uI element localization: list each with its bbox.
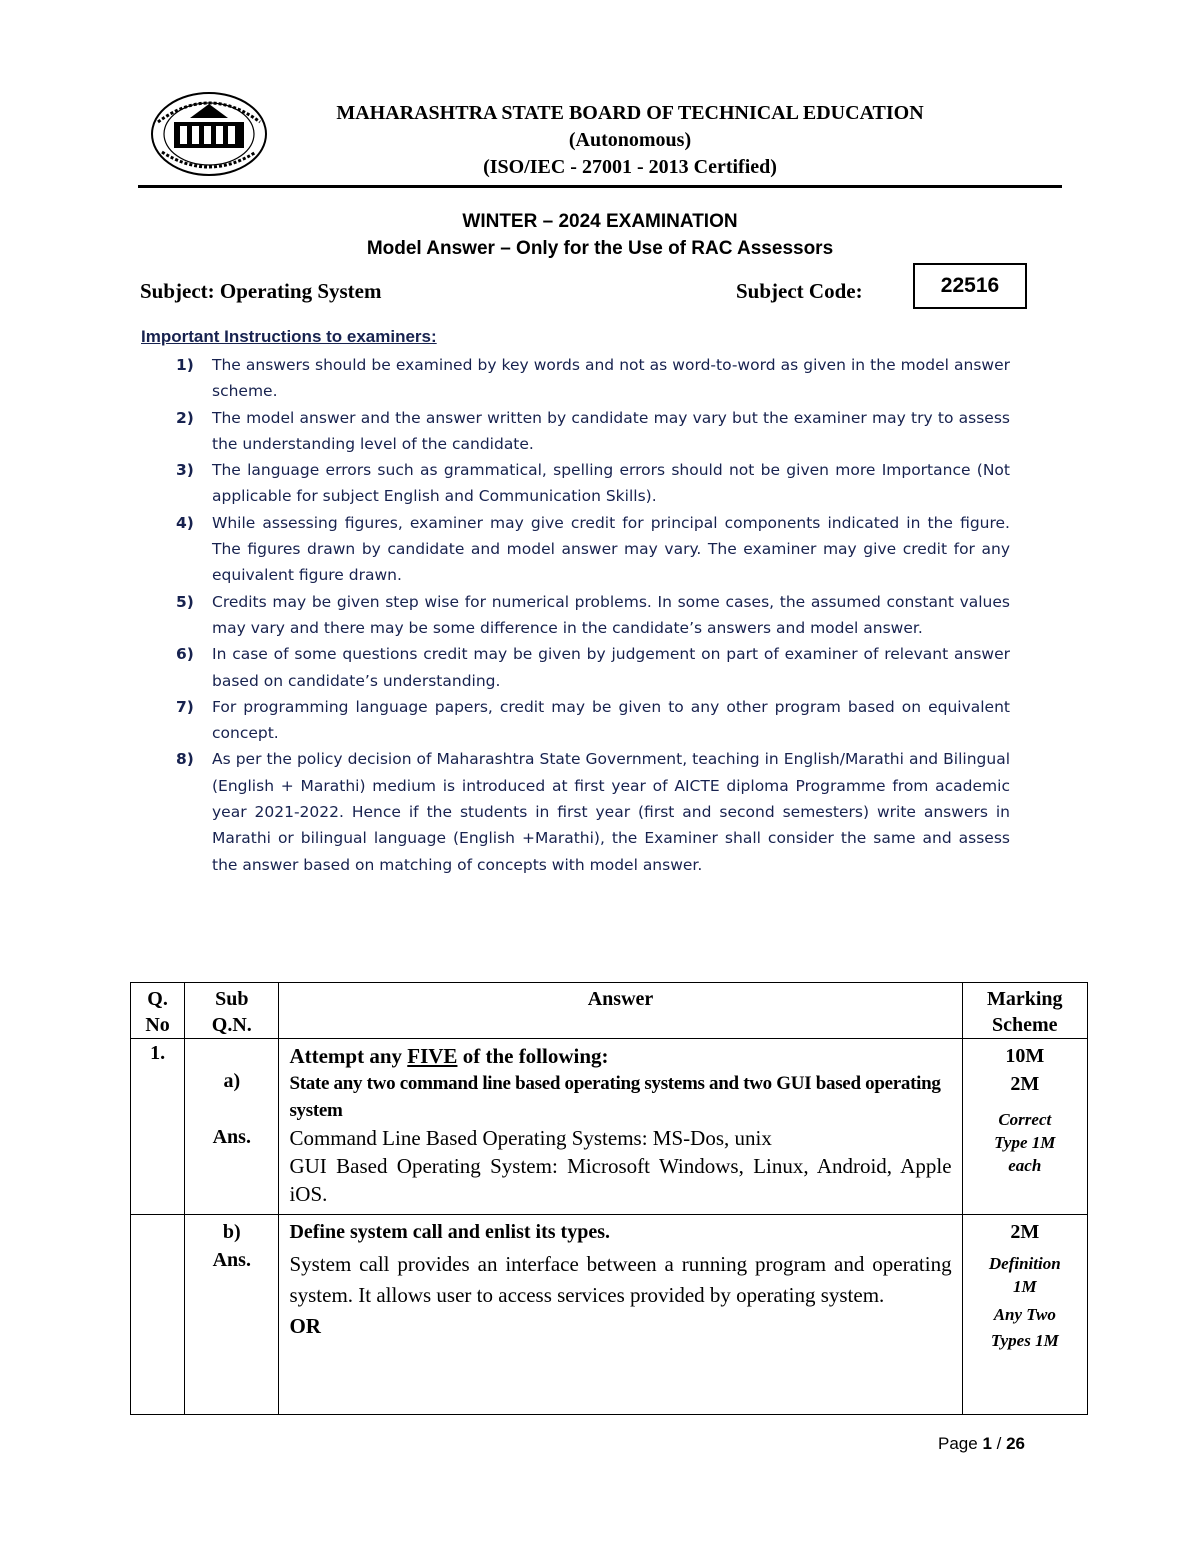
instruction-item	[140, 405, 1010, 458]
question-marks: 2M	[1010, 1221, 1040, 1243]
header-subqn	[185, 983, 279, 1039]
ans-label: Ans.	[212, 1126, 251, 1148]
instruction-text: The answers should be examined by key words and not as word-to-word as given in the model answer scheme.	[212, 356, 1010, 401]
answer-table	[130, 982, 1088, 1415]
instruction-number: 3)	[176, 461, 194, 480]
instruction-text: The language errors such as grammatical, spelling errors should not be given more Importance (Not applicable for subject English and Communication Skills).	[212, 461, 1010, 506]
answer-text: System call provides an interface between a running program and operating system. It allows user to access services provided by operating system.	[289, 1252, 952, 1307]
page-current: 1	[982, 1434, 992, 1453]
certification-label: (ISO/IEC - 27001 - 2013 Certified)	[483, 156, 777, 178]
question-marks: 2M	[1010, 1073, 1040, 1095]
question-text: Define system call and enlist its types.	[289, 1221, 610, 1243]
question-instruction	[289, 1042, 951, 1070]
instructions-title: Important Instructions to examiners:	[141, 327, 437, 346]
table-row	[131, 1215, 1088, 1415]
instruction-text: The model answer and the answer written by candidate may vary but the examiner may try to assess the understanding level of the candidate.	[212, 408, 1010, 453]
marking-scheme-text: Definition 1M	[988, 1254, 1061, 1296]
or-separator: OR	[289, 1314, 321, 1338]
instruction-item	[140, 589, 1010, 642]
header-mark-line1: Marking	[987, 988, 1063, 1010]
header-qno	[131, 983, 185, 1039]
marks-cell	[962, 1039, 1087, 1215]
marking-scheme-text: Correct Type 1M each	[994, 1110, 1056, 1175]
exam-subtitle: Model Answer – Only for the Use of RAC Assessors	[366, 238, 834, 259]
instruction-number: 1)	[176, 356, 194, 374]
question-number: 1.	[131, 1039, 185, 1215]
instruction-text: Credits may be given step wise for numerical problems. In some cases, the assumed constant values may vary and there may be some difference in the candidate’s answers and model answer.	[212, 592, 1010, 637]
header-qno-line1: Q.	[147, 988, 168, 1010]
subquestion-cell	[185, 1039, 279, 1215]
page-number	[938, 1434, 1025, 1454]
instruction-text: In case of some questions credit may be given by judgement on part of examiner of relevant answer based on candidate’s understanding.	[212, 645, 1010, 690]
header-mark-line2: Scheme	[992, 1014, 1058, 1036]
subquestion-label: b)	[222, 1221, 241, 1243]
instruction-number: 2)	[176, 408, 194, 427]
autonomous-label: (Autonomous)	[568, 129, 692, 151]
answer-line: GUI Based Operating System: Microsoft Windows, Linux, Android, Apple iOS.	[289, 1154, 952, 1206]
board-name: MAHARASHTRA STATE BOARD OF TECHNICAL EDUCATION	[336, 102, 924, 124]
instruction-number: 7)	[176, 697, 194, 716]
instruction-item	[140, 352, 1010, 405]
board-header	[270, 100, 990, 181]
answer-cell	[279, 1215, 962, 1415]
instruction-pre: Attempt any	[289, 1044, 408, 1068]
total-marks: 10M	[1005, 1045, 1045, 1067]
marking-scheme-text: Any Two Types 1M	[990, 1305, 1059, 1350]
instruction-number: 8)	[176, 750, 194, 769]
question-number-empty	[131, 1215, 185, 1415]
marks-cell	[962, 1215, 1087, 1415]
instruction-item	[140, 641, 1010, 694]
instruction-item	[140, 694, 1010, 747]
instruction-keyword: FIVE	[407, 1044, 458, 1068]
header-marking-scheme	[962, 983, 1087, 1039]
page-label: Page	[938, 1434, 983, 1453]
header-qno-line2: No	[145, 1014, 170, 1036]
subquestion-label: a)	[223, 1070, 241, 1092]
answer-line: Command Line Based Operating Systems: MS-Dos, unix	[289, 1126, 772, 1150]
exam-heading	[0, 208, 1200, 262]
subject-code-label: Subject Code:	[736, 279, 863, 303]
instruction-number: 6)	[176, 645, 194, 664]
instruction-number: 4)	[176, 513, 194, 532]
header-divider	[138, 185, 1062, 188]
instruction-text: While assessing figures, examiner may give credit for principal components indicated in the figure. The figures drawn by candidate and model answer may vary. The examiner may give credit for any equivalent figure drawn.	[212, 513, 1010, 585]
instruction-item	[140, 457, 1010, 510]
instruction-number: 5)	[176, 592, 194, 611]
page-separator: /	[991, 1434, 1007, 1453]
page-total: 26	[1006, 1434, 1025, 1453]
question-text: State any two command line based operating systems and two GUI based operating system	[289, 1073, 941, 1121]
instruction-post: of the following:	[457, 1044, 609, 1068]
instruction-item	[140, 746, 1010, 877]
answer-cell	[279, 1039, 962, 1215]
table-header-row	[131, 983, 1088, 1039]
msbte-logo	[150, 92, 268, 176]
subject-code-box: 22516	[913, 263, 1027, 309]
instructions-list	[140, 352, 1010, 878]
header-sub-line2: Q.N.	[211, 1014, 252, 1036]
subject-name: Subject: Operating System	[140, 279, 382, 303]
table-row	[131, 1039, 1088, 1215]
exam-title: WINTER – 2024 EXAMINATION	[462, 211, 738, 232]
instruction-text: For programming language papers, credit may be given to any other program based on equivalent concept.	[212, 697, 1010, 743]
ans-label: Ans.	[212, 1249, 251, 1271]
header-sub-line1: Sub	[215, 988, 249, 1010]
header-answer: Answer	[279, 983, 962, 1039]
subquestion-cell	[185, 1215, 279, 1415]
instruction-item	[140, 510, 1010, 589]
instruction-text: As per the policy decision of Maharashtra State Government, teaching in English/Marathi and Bilingual (English + Marathi) medium is introduced at first year of AICTE diploma Programme from academic year 2021-2022. Hence if the students in first year (first and second semesters) write answers in Marathi or bilingual language (English +Marathi), the Examiner shall consider the same and assess the answer based on matching of concepts with model answer.	[212, 750, 1010, 874]
